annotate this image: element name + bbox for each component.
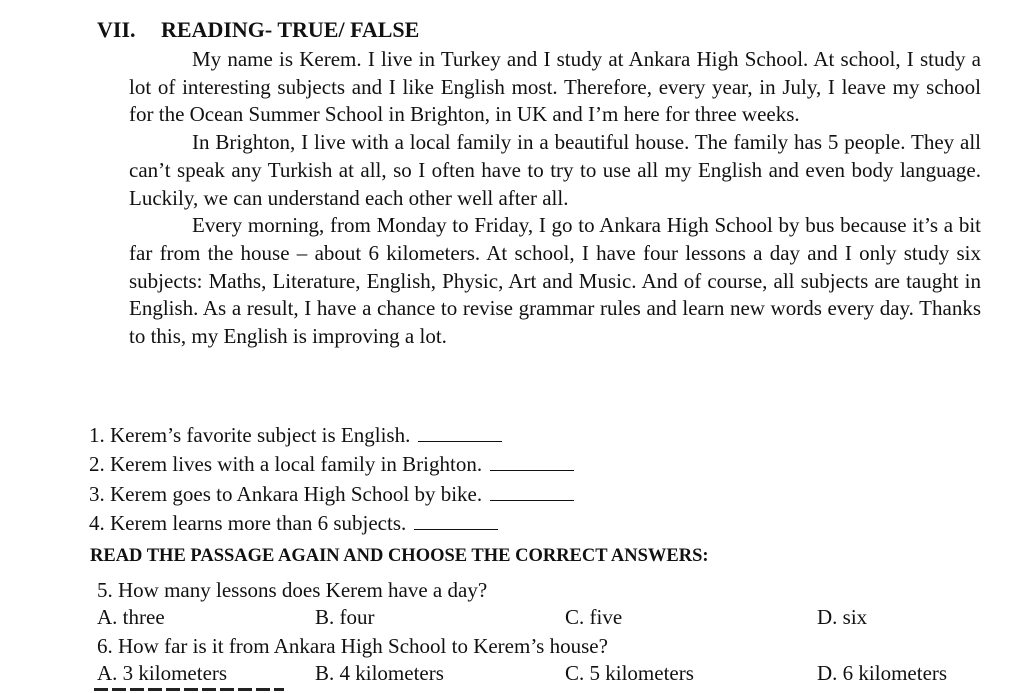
mc-question-5: 5. How many lessons does Kerem have a day?	[97, 578, 488, 602]
true-false-item	[89, 450, 789, 479]
mc-option[interactable]: C. five	[565, 605, 623, 629]
section-title: READING- TRUE/ FALSE	[161, 17, 420, 42]
instruction-heading: READ THE PASSAGE AGAIN AND CHOOSE THE CORRECT ANSWERS:	[90, 546, 709, 566]
true-false-statement: 1. Kerem’s favorite subject is English.	[89, 423, 411, 447]
passage-paragraph-1: My name is Kerem. I live in Turkey and I study at Ankara High School. At school, I study a lot of interesting subjects and I like English most. Therefore, every year, in July, I leave my school for the Ocean Summer School in Brighton, in UK and I’m here for three weeks.	[129, 47, 981, 127]
mc-option[interactable]: C. 5 kilometers	[565, 661, 694, 685]
mc-option[interactable]: D. 6 kilometers	[817, 661, 948, 685]
passage-paragraph-2: In Brighton, I live with a local family in a beautiful house. The family has 5 people. They all can’t speak any Turkish at all, so I often have to try to use all my English and even body language. Luckily, we can understand each other well after all.	[129, 130, 981, 210]
true-false-statement: 3. Kerem goes to Ankara High School by bike.	[89, 481, 483, 506]
mc-option[interactable]: A. 3 kilometers	[97, 661, 228, 685]
true-false-item	[89, 509, 789, 538]
answer-blank[interactable]	[418, 423, 502, 442]
mc-options-6	[97, 659, 997, 687]
section-number: VII.	[97, 17, 136, 42]
mc-option[interactable]: B. 4 kilometers	[315, 661, 444, 685]
mc-question-6: 6. How far is it from Ankara High School to Kerem’s house?	[97, 634, 608, 658]
section-heading	[97, 16, 419, 44]
answer-blank[interactable]	[490, 452, 574, 471]
true-false-item	[89, 480, 789, 509]
mc-option[interactable]: B. four	[315, 605, 375, 629]
cropped-text-fragment	[94, 688, 284, 691]
true-false-item	[89, 421, 789, 450]
cropped-next-heading	[94, 686, 284, 693]
answer-blank[interactable]	[490, 482, 574, 501]
mc-option[interactable]: D. six	[817, 605, 868, 629]
true-false-statement: 4. Kerem learns more than 6 subjects.	[89, 510, 407, 535]
answer-blank[interactable]	[414, 511, 498, 530]
reading-passage	[129, 46, 981, 351]
mc-options-5	[97, 603, 997, 631]
true-false-statement: 2. Kerem lives with a local family in Brighton.	[89, 452, 483, 477]
passage-paragraph-3: Every morning, from Monday to Friday, I go to Ankara High School by bus because it’s a bit far from the house – about 6 kilometers. At school, I have four lessons a day and I only study six subjects: Maths, Literature, English, Physic, Art and Music. And of course, all subjects are taught in English. As a result, I have a chance to revise grammar rules and learn new words every day. Thanks to this, my English is improving a lot.	[129, 213, 981, 349]
mc-option[interactable]: A. three	[97, 605, 165, 629]
true-false-list	[89, 421, 789, 538]
